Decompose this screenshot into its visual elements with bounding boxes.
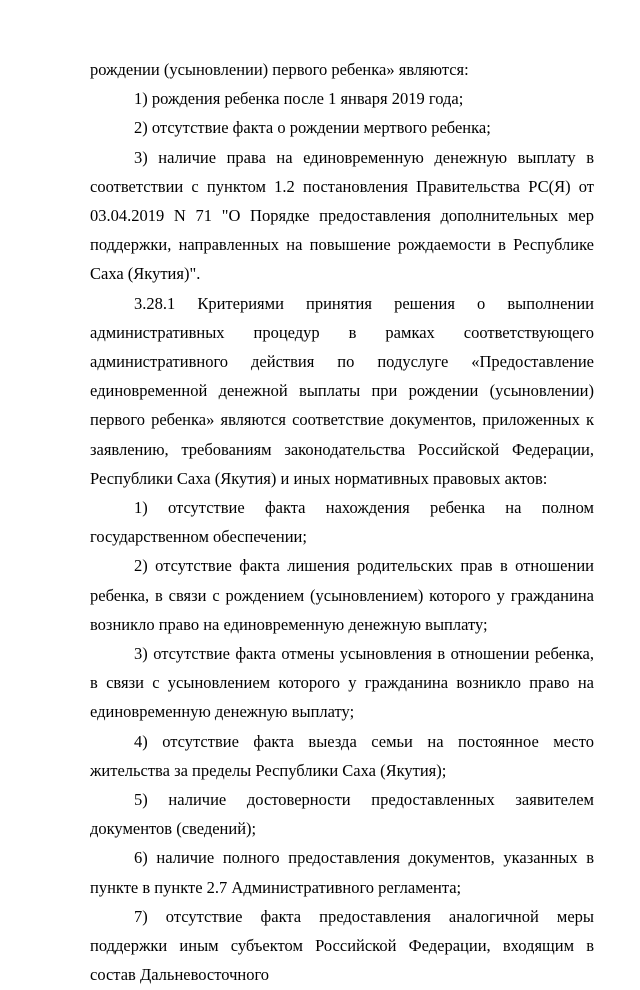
list-item: 2) отсутствие факта лишения родительских прав в отношении ребенка, в связи с рождением (усыновлением) которого у гражданина возникло право на единовременную денежную выплату; — [90, 556, 594, 634]
list-item: 2) отсутствие факта о рождении мертвого ребенка; — [134, 118, 491, 138]
list-item: 6) наличие полного предоставления документов, указанных в пункте в пункте 2.7 Административного регламента; — [90, 848, 594, 897]
section-paragraph: 3.28.1 Критериями принятия решения о выполнении административных процедур в рамках соответствующего административного действия по подуслуге «Предоставление единовременной денежной выплаты при рождении (усыновлении) первого ребенка» являются соответствие документов, приложенных к заявлению, требованиям законодательства Российской Федерации, Республики Саха (Якутия) и иных нормативных правовых актов: — [90, 293, 594, 488]
list-item: 1) рождения ребенка после 1 января 2019 года; — [134, 89, 464, 109]
list-item: 1) отсутствие факта нахождения ребенка на полном государственном обеспечении; — [90, 498, 594, 547]
paragraph-continuation: рождении (усыновлении) первого ребенка» являются: — [90, 60, 469, 79]
list-item: 5) наличие достоверности предоставленных заявителем документов (сведений); — [90, 790, 594, 839]
list-item: 4) отсутствие факта выезда семьи на постоянное место жительства за пределы Республики Саха (Якутия); — [90, 731, 594, 780]
list-item: 7) отсутствие факта предоставления аналогичной меры поддержки иным субъектом Российской Федерации, входящим в состав Дальневосточного — [90, 906, 594, 985]
list-item: 3) отсутствие факта отмены усыновления в отношении ребенка, в связи с усыновлением которого у гражданина возникло право на единовременную денежную выплату; — [90, 644, 594, 722]
list-item: 3) наличие права на единовременную денежную выплату в соответствии с пунктом 1.2 постановления Правительства РС(Я) от 03.04.2019 N 71 "О Порядке предоставления дополнительных мер поддержки, направленных на повышение рождаемости в Республике Саха (Якутия)". — [90, 147, 594, 284]
